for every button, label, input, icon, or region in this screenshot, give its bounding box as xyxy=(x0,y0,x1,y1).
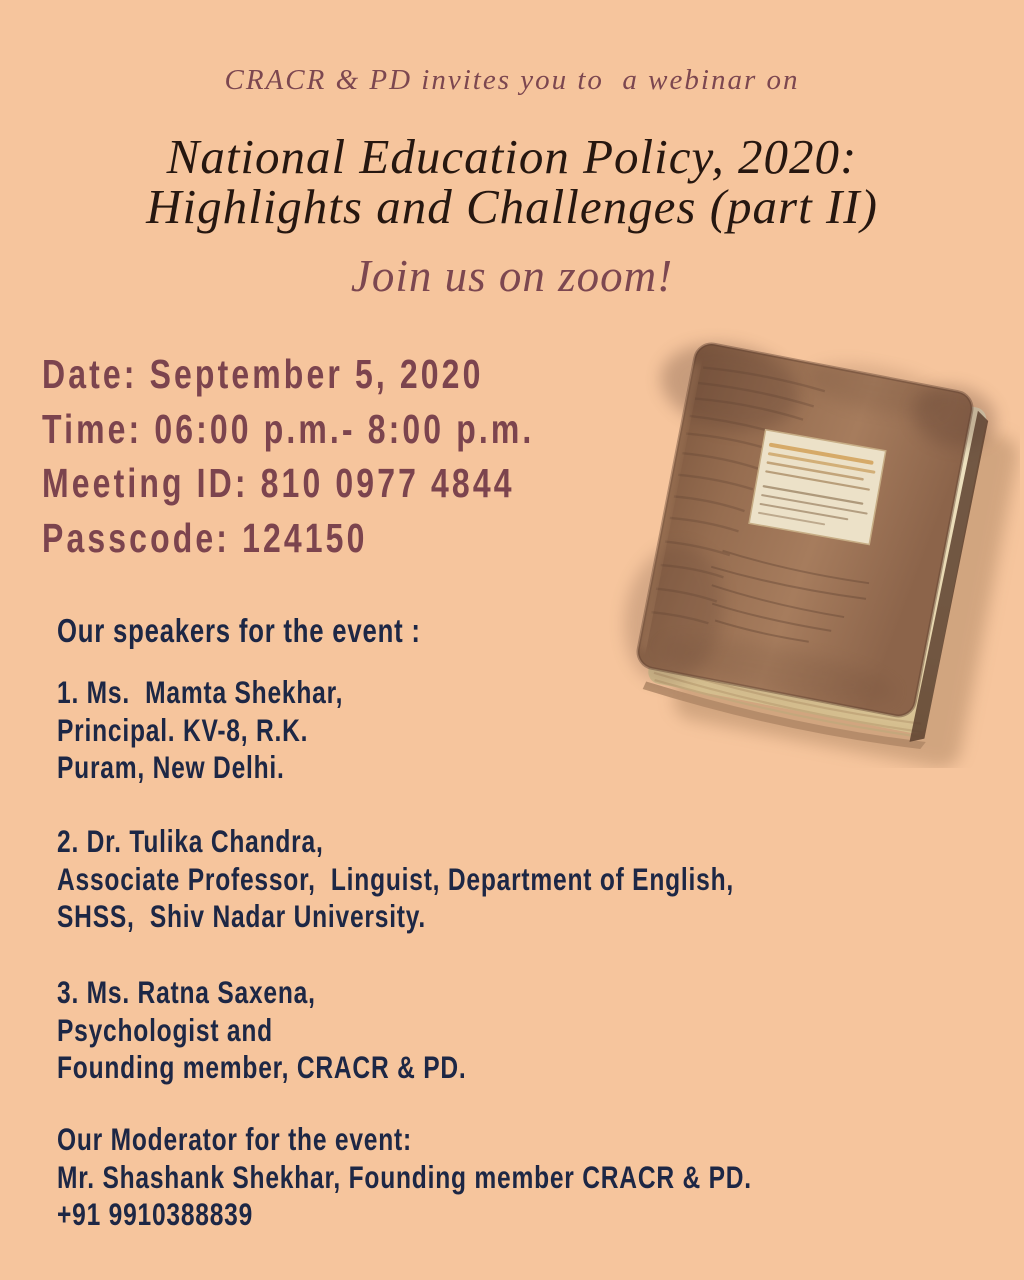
date-line: Date: September 5, 2020 xyxy=(42,351,484,397)
title-line-1: National Education Policy, 2020: xyxy=(166,129,858,184)
page-title xyxy=(0,129,1024,234)
speaker-1-name: 1. Ms. Mamta Shekhar, xyxy=(57,674,344,710)
speaker-1-role-line-2: Puram, New Delhi. xyxy=(57,749,285,785)
book-illustration xyxy=(600,318,1020,768)
speaker-1-role-line-1: Principal. KV-8, R.K. xyxy=(57,711,309,748)
moderator-phone: +91 9910388839 xyxy=(57,1196,254,1232)
speaker-2-role-line-1: Associate Professor, Linguist, Department of English, xyxy=(57,860,734,897)
speaker-item-2 xyxy=(57,823,734,936)
speaker-3-role-line-2: Founding member, CRACR & PD. xyxy=(57,1049,467,1085)
passcode-line: Passcode: 124150 xyxy=(42,515,368,562)
title-line-2: Highlights and Challenges (part II) xyxy=(146,179,878,234)
join-zoom-subtitle: Join us on zoom! xyxy=(350,251,674,301)
old-book-icon xyxy=(600,318,1020,768)
tagline: CRACR & PD invites you to a webinar on xyxy=(224,64,800,96)
time-line: Time: 06:00 p.m.- 8:00 p.m. xyxy=(42,405,535,452)
meeting-details xyxy=(42,347,534,566)
moderator-name: Mr. Shashank Shekhar, Founding member CRACR & PD. xyxy=(57,1158,752,1195)
speaker-2-role-line-2: SHSS, Shiv Nadar University. xyxy=(57,898,427,934)
speaker-2-name: 2. Dr. Tulika Chandra, xyxy=(57,823,324,859)
speaker-item-1 xyxy=(57,674,343,787)
meeting-id-line: Meeting ID: 810 0977 4844 xyxy=(42,460,515,507)
speakers-heading: Our speakers for the event : xyxy=(57,612,421,649)
moderator-heading: Our Moderator for the event: xyxy=(57,1121,412,1157)
speaker-3-name: 3. Ms. Ratna Saxena, xyxy=(57,974,316,1010)
moderator-section xyxy=(57,1121,752,1234)
speaker-item-3 xyxy=(57,974,467,1087)
speaker-3-role-line-1: Psychologist and xyxy=(57,1011,273,1048)
